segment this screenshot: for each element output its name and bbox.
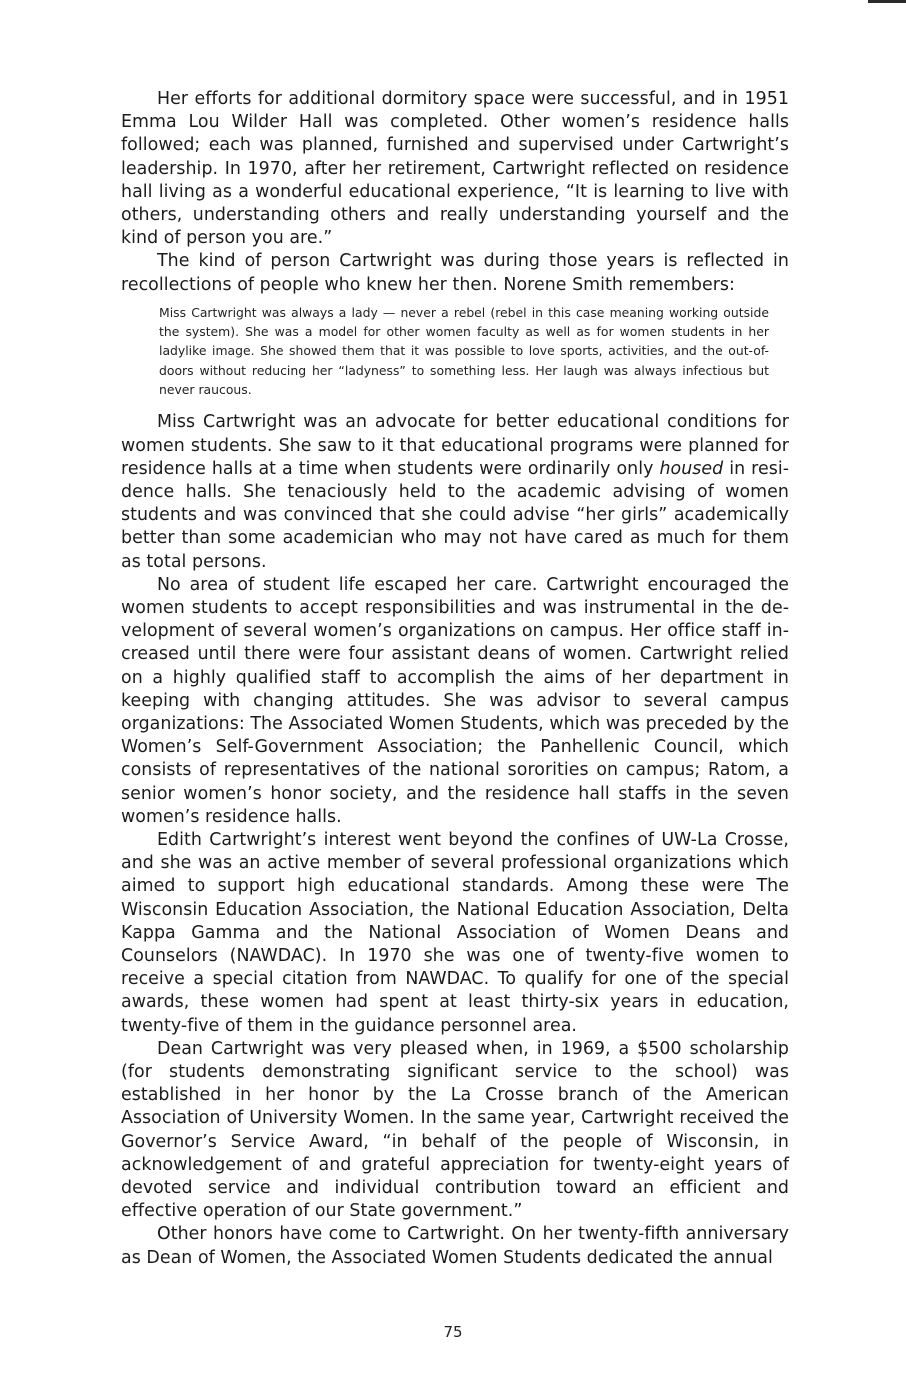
paragraph-advocate: [121, 411, 789, 573]
block-quote-norene-smith: Miss Cartwright was always a lady — never a rebel (rebel in this case meaning working outside the system). She was a model for other women faculty as well as for women students in her ladylike image. She showed them that it was possible to love sports, activities, and the out-of-doors without reducing her “ladyness” to something less. Her laugh was always infectious but never raucous.: [159, 304, 769, 398]
corner-rule: [868, 0, 906, 3]
paragraph-other-honors: Other honors have come to Cartwright. On her twenty-fifth anniversary as Dean of Women, the Associated Women Students dedicated the annual: [121, 1224, 789, 1268]
paragraph-professional-orgs: Edith Cartwright’s interest went beyond the confines of UW-La Crosse, and she was an active member of several professional organizations which aimed to support high educational standards. Among these were The Wisconsin Education Association, the National Education Association, Delta Kappa Gamma and the National Association of Women Deans and Counselors (NAWDAC). In 1970 she was one of twenty-five women to receive a special citation from NAWDAC. To qualify for one of the special awards, these women had spent at least thirty-six years in education, twenty-five of them in the guidance personnel area.: [121, 829, 789, 1036]
paragraph-student-life: No area of student life escaped her care. Cartwright encouraged the women students to accept responsibilities and was instrumental in the development of several women’s organizations on campus. Her office staff increased until there were four assistant deans of women. Cartwright relied on a highly qualified staff to accomplish the aims of her department in keeping with changing attitudes. She was advisor to several campus organizations: The Associated Women Students, which was preceded by the Women’s Self-Government Association; the Panhellenic Council, which consists of representatives of the national sororities on campus; Ratom, a senior women’s honor society, and the residence hall staffs in the seven women’s residence halls.: [121, 574, 789, 827]
paragraph-recollections: The kind of person Cartwright was during those years is reflected in recollections of people who knew her then. Norene Smith remembers:: [121, 251, 789, 295]
emphasis-housed: housed: [659, 458, 724, 479]
page-number: 75: [443, 1323, 463, 1341]
paragraph-advocate-text-a: Miss Cartwright was an advocate for better educational conditions for women students. She saw to it that educational programs were planned for residence halls at a time when students were ordinarily only: [121, 412, 789, 479]
paragraph-advocate-text-b: in residence halls. She tenaciously held to the academic advising of women students and was convinced that she could advise “her girls” academically better than some academician who may not have cared as much for them as total persons.: [121, 458, 789, 572]
paragraph-dormitory: Her efforts for additional dormitory space were successful, and in 1951 Emma Lou Wilder Hall was completed. Other women’s residence halls followed; each was planned, furnished and supervised under Cartwright’s leadership. In 1970, after her retirement, Cartwright reflected on residence hall living as a wonderful educational experience, “It is learning to live with others, understanding others and really understanding yourself and the kind of person you are.”: [121, 89, 789, 249]
paragraph-scholarship: Dean Cartwright was very pleased when, in 1969, a $500 scholarship (for students demonstrating significant service to the school) was established in her honor by the La Crosse branch of the American Association of University Women. In the same year, Cartwright received the Governor’s Service Award, “in behalf of the people of Wisconsin, in acknowledgement of and grateful appreciation for twenty-eight years of devoted service and individual contribution toward an efficient and effective operation of our State government.”: [121, 1038, 789, 1222]
page-body: [121, 88, 789, 1270]
